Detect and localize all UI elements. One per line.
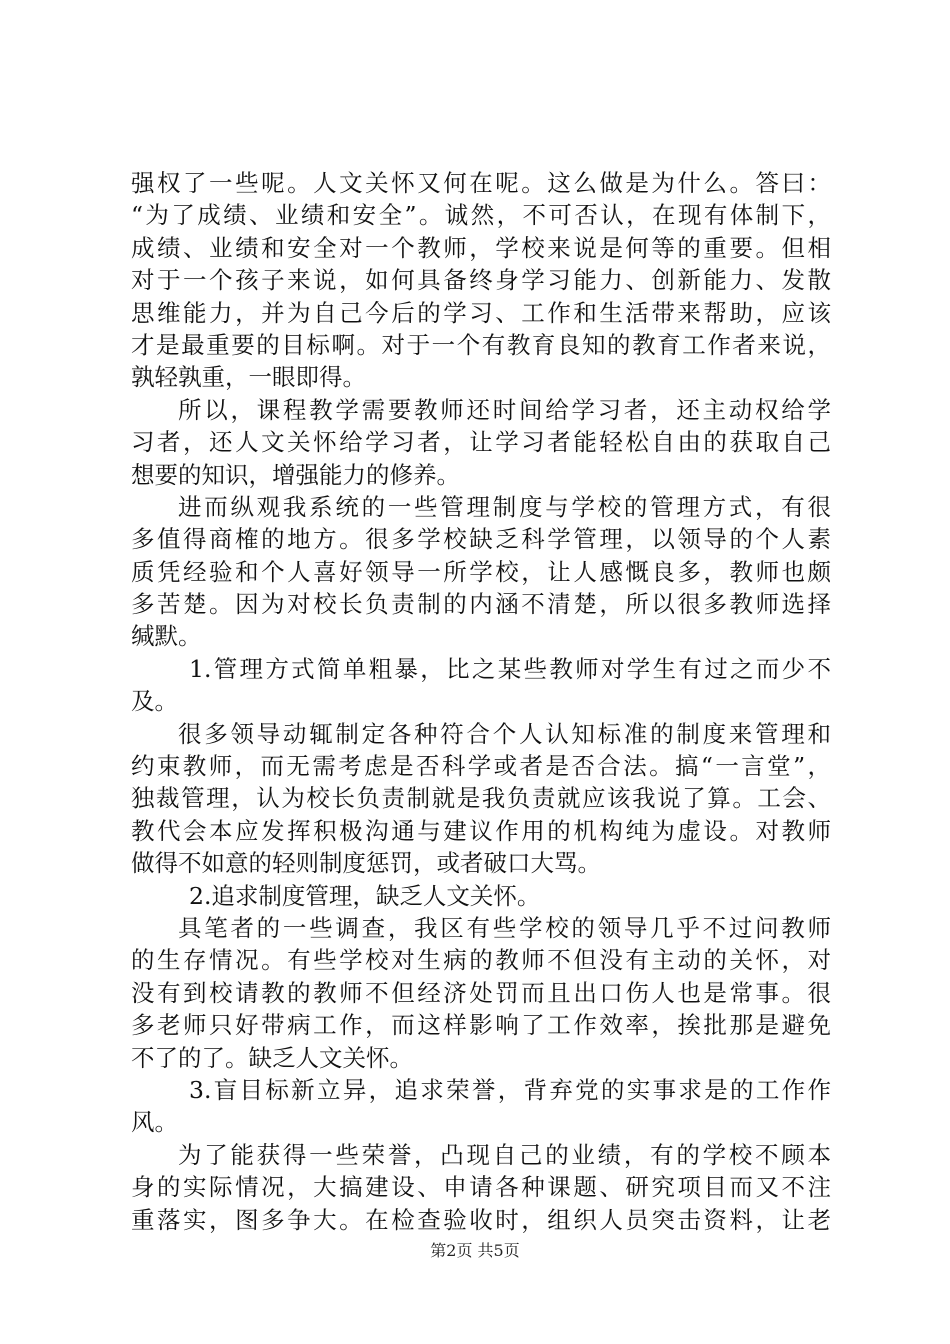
text-line: 及。: [131, 687, 178, 716]
text-line: 缄默。: [131, 622, 202, 651]
text-line: 才是最重要的目标啊。对于一个有教育良知的教育工作者来说，: [131, 330, 831, 359]
text-line: 具笔者的一些调查，我区有些学校的领导几乎不过问教师: [178, 913, 831, 942]
text-line: 做得不如意的轻则制度惩罚，或者破口大骂。: [131, 849, 601, 878]
text-line: 独裁管理，认为校长负责制就是我负责就应该我说了算。工会、: [131, 784, 831, 813]
text-line: 孰轻孰重，一眼即得。: [131, 363, 366, 392]
text-line: 强权了一些呢。人文关怀又何在呢。这么做是为什么。答曰：: [131, 169, 831, 197]
text-line: 进而纵观我系统的一些管理制度与学校的管理方式，有很: [178, 492, 831, 521]
text-line: 多值得商榷的地方。很多学校缺乏科学管理，以领导的个人素: [131, 525, 831, 554]
text-line: 成绩、业绩和安全对一个教师，学校来说是何等的重要。但相: [131, 233, 831, 262]
text-line: 习者，还人文关怀给学习者，让学习者能轻松自由的获取自己: [131, 428, 831, 457]
text-line: 重落实，图多争大。在检查验收时，组织人员突击资料，让老: [131, 1205, 831, 1234]
text-line: 的生存情况。有些学校对生病的教师不但没有主动的关怀，对: [131, 946, 831, 975]
text-line: 思维能力，并为自己今后的学习、工作和生活带来帮助，应该: [131, 298, 831, 327]
page-footer: 第2页 共5页: [430, 1241, 520, 1260]
text-line: 为了能获得一些荣誉，凸现自己的业绩，有的学校不顾本: [178, 1140, 831, 1169]
text-line: “为了成绩、业绩和安全”。诚然，不可否认，在现有体制下，: [131, 201, 831, 230]
text-line: 1.管理方式简单粗暴，比之某些教师对学生有过之而少不: [189, 654, 831, 683]
text-line: 很多领导动辄制定各种符合个人认知标准的制度来管理和: [178, 719, 831, 748]
text-line: 教代会本应发挥积极沟通与建议作用的机构纯为虚设。对教师: [131, 816, 831, 845]
text-line: 想要的知识，增强能力的修养。: [131, 460, 460, 489]
text-line: 约束教师，而无需考虑是否科学或者是否合法。搞“一言堂”，: [131, 752, 831, 781]
document-body: [131, 167, 831, 1236]
text-line: 没有到校请教的教师不但经济处罚而且出口伤人也是常事。很: [131, 978, 831, 1007]
text-line: 3.盲目标新立异，追求荣誉，背弃党的实事求是的工作作: [189, 1075, 831, 1104]
text-line: 质凭经验和个人喜好领导一所学校，让人感慨良多，教师也颇: [131, 557, 831, 586]
text-line: 多老师只好带病工作，而这样影响了工作效率，挨批那是避免: [131, 1011, 831, 1040]
text-line: 多苦楚。因为对校长负责制的内涵不清楚，所以很多教师选择: [131, 590, 831, 619]
text-line: 对于一个孩子来说，如何具备终身学习能力、创新能力、发散: [131, 266, 831, 295]
text-line: 风。: [131, 1108, 178, 1137]
text-line: 2.追求制度管理，缺乏人文关怀。: [189, 881, 541, 910]
text-line: 所以，课程教学需要教师还时间给学习者，还主动权给学: [178, 395, 831, 424]
text-line: 不了的了。缺乏人文关怀。: [131, 1043, 413, 1072]
text-line: 身的实际情况，大搞建设、申请各种课题、研究项目而又不注: [131, 1173, 831, 1202]
